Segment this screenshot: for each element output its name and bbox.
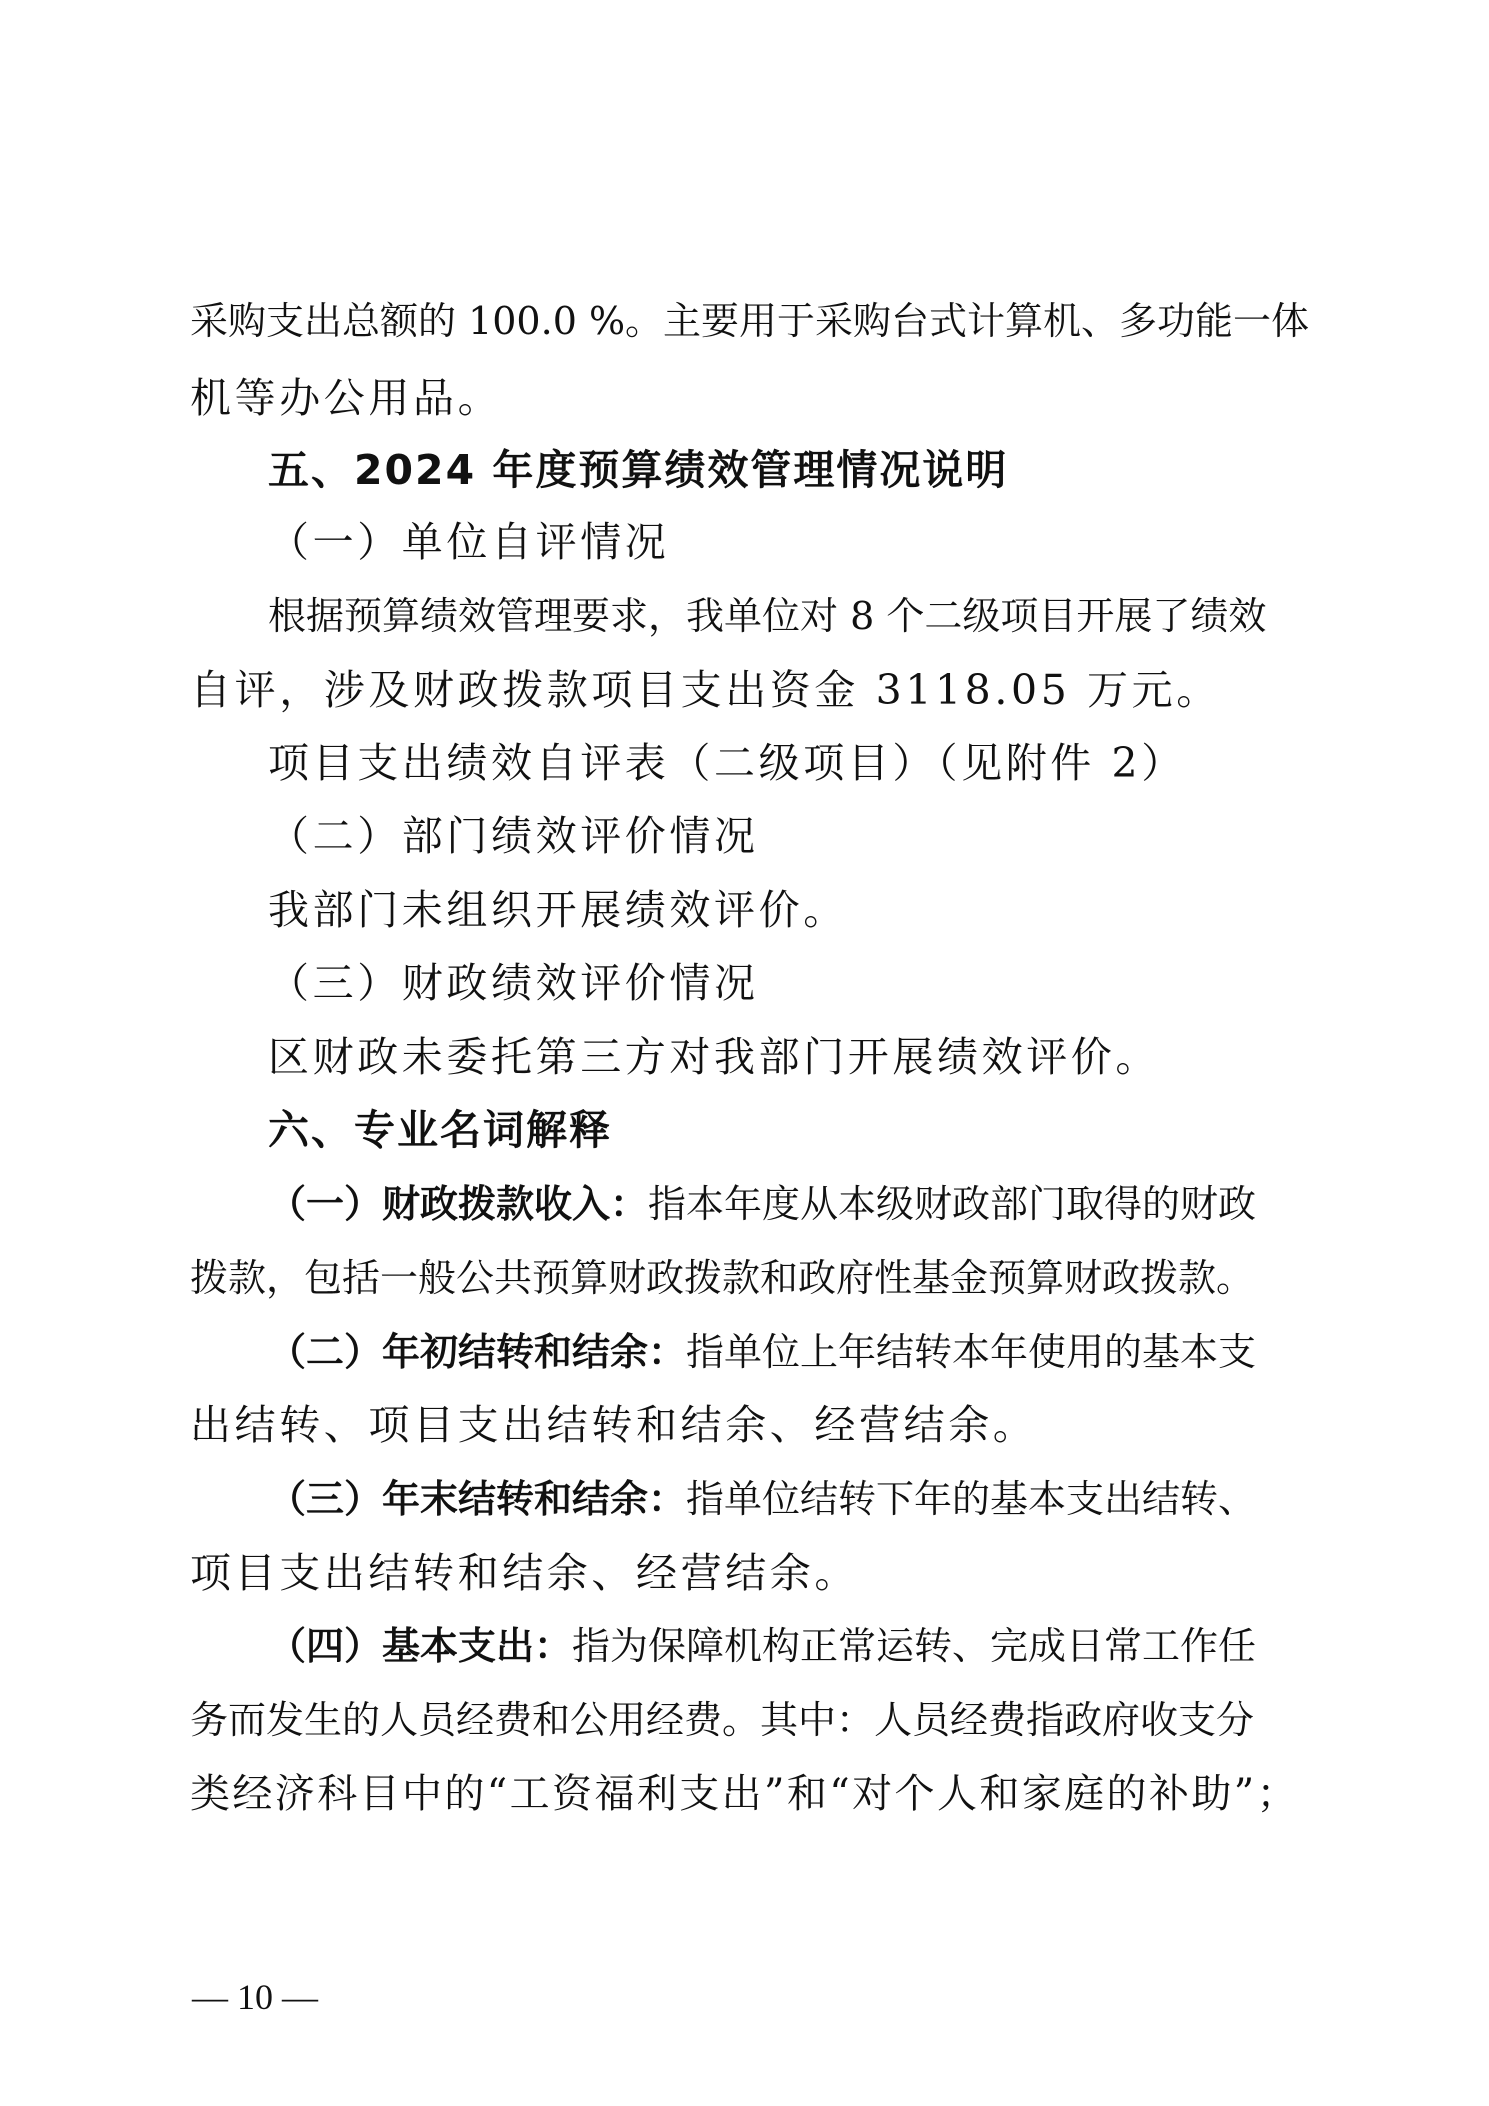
term-label: （二）年初结转和结余： <box>268 1329 687 1374</box>
section-heading-5: 五、2024 年度预算绩效管理情况说明 <box>268 446 1009 494</box>
term-text: 指单位上年结转本年使用的基本支 <box>686 1330 1257 1374</box>
text-line: 机等办公用品。 <box>190 374 503 422</box>
term-line <box>268 1324 1310 1380</box>
term-text: 指为保障机构正常运转、完成日常工作任 <box>572 1624 1257 1668</box>
term-text: 指本年度从本级财政部门取得的财政 <box>648 1182 1257 1226</box>
subsection-heading: （一）单位自评情况 <box>268 518 670 566</box>
term-label: （一）财政拨款收入： <box>268 1181 649 1226</box>
subsection-heading: （三）财政绩效评价情况 <box>268 959 759 1007</box>
text-line: 根据预算绩效管理要求，我单位对 8 个二级项目开展了绩效 <box>268 594 1267 638</box>
text-line: 自评，涉及财政拨款项目支出资金 3118.05 万元。 <box>190 666 1221 714</box>
text-line: 出结转、项目支出结转和结余、经营结余。 <box>190 1401 1038 1449</box>
term-text: 指单位结转下年的基本支出结转、 <box>686 1477 1257 1521</box>
text-line: 项目支出结转和结余、经营结余。 <box>190 1549 859 1597</box>
term-line <box>268 1471 1310 1527</box>
text-line: 区财政未委托第三方对我部门开展绩效评价。 <box>268 1033 1160 1081</box>
section-heading-6: 六、专业名词解释 <box>268 1106 612 1154</box>
text-line: 我部门未组织开展绩效评价。 <box>268 886 848 934</box>
text-line: 拨款，包括一般公共预算财政拨款和政府性基金预算财政拨款。 <box>190 1256 1255 1300</box>
text-line: 采购支出总额的 100.0 %。主要用于采购台式计算机、多功能一体 <box>190 299 1310 343</box>
term-label: （四）基本支出： <box>268 1623 573 1668</box>
text-line: 项目支出绩效自评表（二级项目）（见附件 2） <box>268 739 1186 787</box>
term-label: （三）年末结转和结余： <box>268 1476 687 1521</box>
term-line <box>268 1618 1310 1674</box>
term-line <box>268 1176 1310 1232</box>
subsection-heading: （二）部门绩效评价情况 <box>268 812 759 860</box>
page-number: — 10 — <box>192 1977 318 2017</box>
text-line: 类经济科目中的“工资福利支出”和“对个人和家庭的补助”； <box>190 1771 1299 1817</box>
text-line: 务而发生的人员经费和公用经费。其中：人员经费指政府收支分 <box>190 1698 1255 1742</box>
